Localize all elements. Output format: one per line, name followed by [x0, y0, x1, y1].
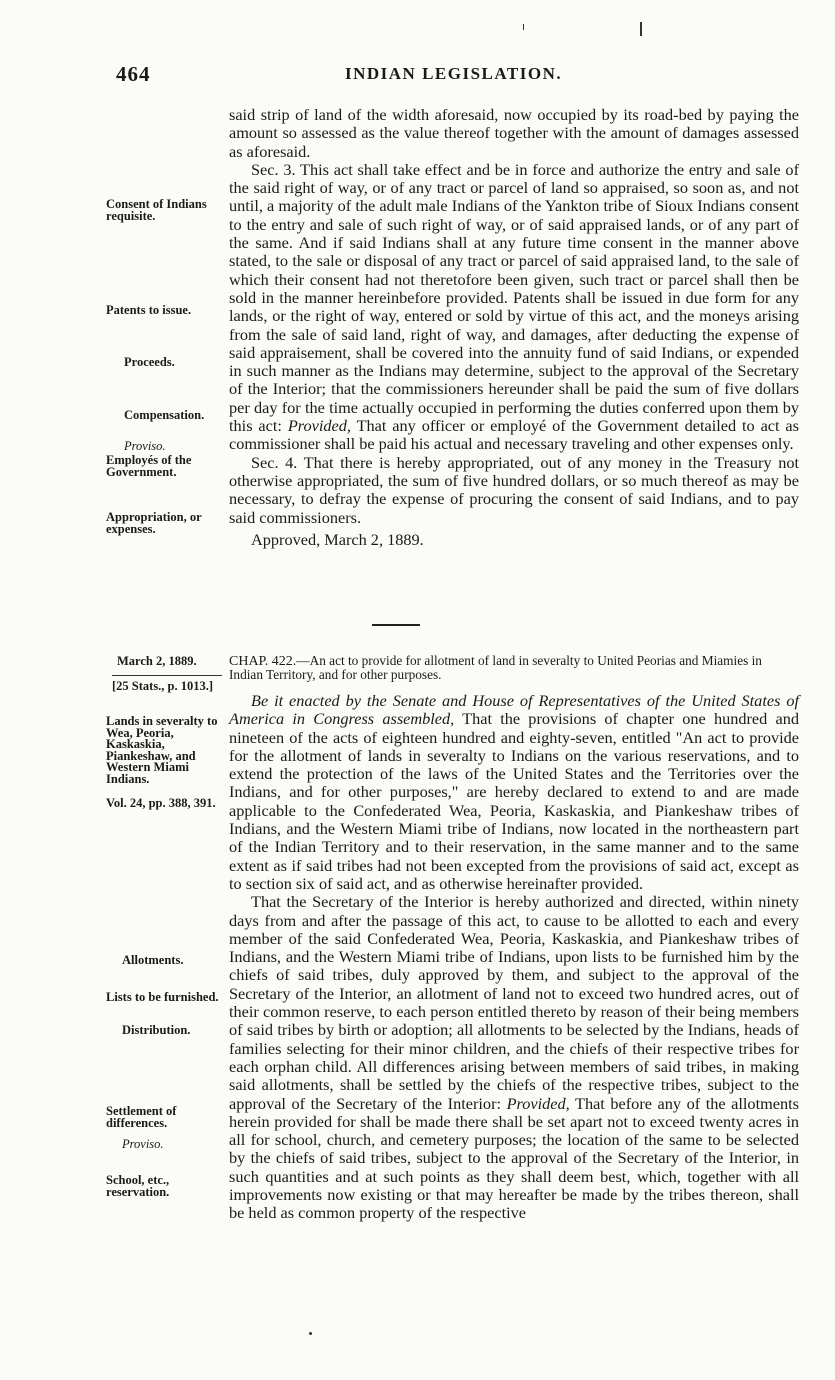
chapter-date-rule — [112, 675, 222, 676]
proviso-label: Provided, — [506, 1093, 570, 1113]
section-divider — [372, 624, 420, 626]
chapter-date: March 2, 1889. — [117, 654, 197, 668]
side-note: Employés of the Government. — [106, 453, 192, 479]
page-number: 464 — [116, 62, 151, 86]
para-2-text: That the Secretary of the Interior is hereby authorized and directed, within ninety days from and after the passage of this act, to cause to be allotted to each and every member of the said Confederated Wea, Peoria, Kaskaskia, and Piankeshaw tribes of Indians, and the Western Miami tribe of Indians, upon lists to be furnished him by the chiefs of said tribes, duly approved by them, and subject to the approval of the Secretary of the Interior, an allotment of land not to exceed two hundred acres, out of their common reserve, to each person entitled thereto by reason of their being members of said tribes by birth or adoption; all allotments to be selected by the Indians, heads of families selecting for their minor children, and the chiefs of their respective tribes for each orphan child. All differences arising between members of said tribes, in making said allotments, shall be settled by the chiefs of the respective tribes, subject to the approval of the Secretary of the Interior: — [229, 892, 799, 1113]
para-1-text: That the provisions of chapter one hundred and nineteen of the acts of eighteen hundred and eighty-seven, entitled "An act to provide for the allotment of lands in severalty to Indians on the various reservations, and to extend the protection of the laws of the United States and the Territories over the Indians, and for other purposes," are hereby declared to extend to and are made applicable to the Confederated Wea, Peoria, Kaskaskia, and Piankeshaw tribes of Indians, and the Western Miami tribe of Indians, now located in the northeastern part of the Indian Territory and to their reservation, in the same manner and to the same extent as if said tribes had not been excepted from the provisions of said act, except as to section six of said act, and as otherwise hereinafter provided. — [229, 709, 800, 893]
chapter-title — [229, 654, 799, 681]
proviso-text: That any officer or employé of the Government detailed to act as commissioner shall be paid his actual and necessary traveling and other expenses only. — [229, 416, 799, 454]
intro-paragraph: said strip of land of the width aforesaid, now occupied by its road-bed by paying the amount so assessed as the value thereof together with the amount of damages assessed as aforesaid. — [229, 105, 799, 161]
side-note: Distribution. — [122, 1023, 191, 1037]
statute-reference: [25 Stats., p. 1013.] — [112, 679, 214, 693]
page-header — [110, 62, 795, 86]
section-4-paragraph: Sec. 4. That there is hereby appropriated, out of any money in the Treasury not otherwise appropriated, the sum of five hundred dollars, or so much thereof as may be necessary, to defray the expense of procuring the consent of said Indians, and to pay said commissioners. — [229, 452, 799, 527]
scan-mark — [523, 24, 524, 30]
side-note: Settlement of differences. — [106, 1104, 177, 1130]
chapter-paragraph-1 — [229, 692, 799, 893]
side-note: Proceeds. — [124, 355, 175, 369]
scan-mark — [309, 1332, 312, 1335]
side-note: Lands in severalty to Wea, Peoria, Kaskaskia, Piankeshaw, and Western Miami Indians. — [106, 714, 218, 786]
side-note: Allotments. — [122, 953, 184, 967]
enacting-clause: Be it enacted by the Senate and House of Representatives of the United States of America in Congress assembled, — [229, 691, 799, 729]
scan-mark — [640, 22, 642, 36]
chapter-number: CHAP. 422. — [229, 654, 297, 669]
chapter-paragraph-2 — [229, 893, 799, 1222]
side-note: Appropriation, or expenses. — [106, 510, 202, 536]
proviso-label: Provided, — [287, 416, 351, 436]
section-3-text: Sec. 3. This act shall take effect and be in force and authorize the entry and sale of the said right of way, or of any tract or parcel of land so appraised, so soon as, and not until, a majority of the adult male Indians of the Yankton tribe of Sioux Indians consent to the entry and sale of such right of way, or of said appraised lands, or of any part of the same. And if said Indians shall at any future time consent in the manner above stated, to the sale or disposal of any tract or parcel of said appraised land, to the sale of which their consent had not theretofore been given, such tract or parcel shall then be sold in the manner hereinbefore provided. Patents shall be issued in due form for any lands, or the right of way, entered or sold by virtue of this act, and the moneys arising from the sale of said land, right of way, and damages, after deducting the expense of said appraisement, shall be covered into the annuity fund of said Indians, or expended in such manner as the Indians may determine, subject to the approval of the Secretary of the Interior; that the commissioners hereunder shall be paid the sum of five dollars per day for the time actually occupied in performing the duties conferred upon them by this act: — [229, 159, 799, 436]
side-note: Patents to issue. — [106, 303, 192, 317]
chapter-title-text: —An act to provide for allotment of land in severalty to United Peorias and Miamies in Indian Territory, and for other purposes. — [229, 653, 762, 682]
approved-line: Approved, March 2, 1889. — [251, 529, 424, 549]
side-note: Proviso. — [124, 439, 166, 453]
para-2-proviso: That before any of the allotments herein provided for shall be made there shall be set apart not to exceed twenty acres in all for school, church, and cemetery purposes; the location of the same to be selected by the chiefs of said tribes, subject to the approval of the Secretary of the Interior, in such quantities and at such points as they shall deem best, which, together with all improvements now existing or that may hereafter be made by the tribes thereon, shall be held as common property of the respective — [229, 1093, 799, 1223]
chapter-text-block — [229, 692, 799, 1223]
top-text-block — [229, 106, 799, 549]
side-note: Vol. 24, pp. 388, 391. — [106, 796, 216, 810]
running-head: INDIAN LEGISLATION. — [345, 64, 563, 83]
section-3-paragraph — [229, 161, 799, 454]
side-note: Lists to be furnished. — [106, 990, 219, 1004]
side-note: Consent of Indians requisite. — [106, 197, 207, 223]
side-note: Compensation. — [124, 408, 205, 422]
side-note: Proviso. — [122, 1137, 164, 1151]
side-note: School, etc., reservation. — [106, 1173, 170, 1199]
